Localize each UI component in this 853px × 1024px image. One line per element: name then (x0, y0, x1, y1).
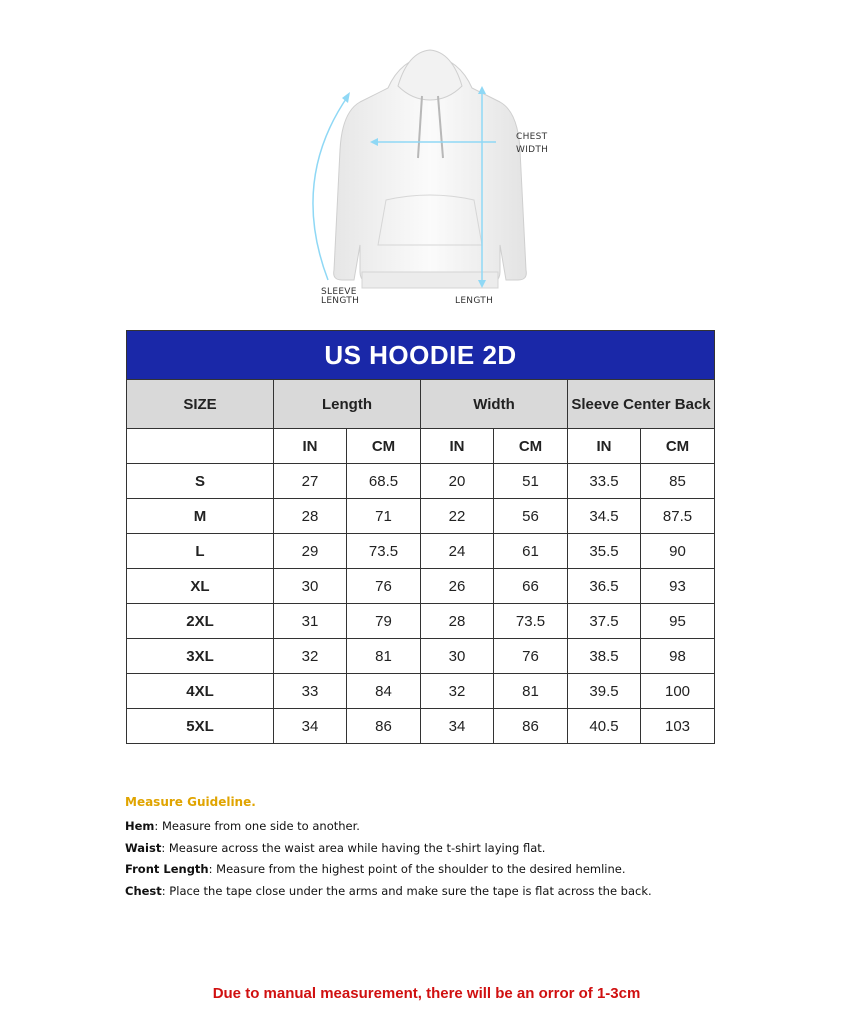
value-cell: 73.5 (494, 604, 568, 639)
unit-cell: CM (494, 429, 568, 464)
sleeve-length-label: SLEEVE LENGTH (321, 287, 360, 306)
value-cell: 40.5 (568, 709, 641, 744)
size-chart-table (126, 330, 715, 744)
value-cell: 100 (641, 674, 715, 709)
value-cell: 86 (347, 709, 421, 744)
value-cell: 95 (641, 604, 715, 639)
guideline-text: : Measure across the waist area while having the t-shirt laying flat. (161, 840, 546, 855)
value-cell: 38.5 (568, 639, 641, 674)
table-title: US HOODIE 2D (127, 331, 715, 380)
value-cell: 34 (421, 709, 494, 744)
value-cell: 37.5 (568, 604, 641, 639)
header-size: SIZE (127, 380, 274, 429)
value-cell: 98 (641, 639, 715, 674)
value-cell: 31 (274, 604, 347, 639)
guideline-term: Front Length (125, 862, 209, 876)
header-width: Width (421, 380, 568, 429)
value-cell: 22 (421, 499, 494, 534)
value-cell: 79 (347, 604, 421, 639)
value-cell: 33 (274, 674, 347, 709)
value-cell: 86 (494, 709, 568, 744)
value-cell: 30 (274, 569, 347, 604)
size-cell: S (127, 464, 274, 499)
table-row (127, 534, 715, 569)
guideline-item (125, 859, 775, 881)
header-row (127, 380, 715, 429)
table-row (127, 709, 715, 744)
header-length: Length (274, 380, 421, 429)
value-cell: 76 (494, 639, 568, 674)
value-cell: 34 (274, 709, 347, 744)
value-cell: 66 (494, 569, 568, 604)
value-cell: 24 (421, 534, 494, 569)
value-cell: 103 (641, 709, 715, 744)
guideline-item (125, 838, 775, 860)
size-cell: 2XL (127, 604, 274, 639)
value-cell: 32 (421, 674, 494, 709)
guideline-item (125, 816, 775, 838)
guideline-title: Measure Guideline. (125, 795, 256, 809)
size-cell: L (127, 534, 274, 569)
guideline-term: Chest (125, 883, 162, 898)
table-row (127, 464, 715, 499)
value-cell: 28 (274, 499, 347, 534)
guideline-term: Waist (125, 840, 162, 855)
value-cell: 71 (347, 499, 421, 534)
value-cell: 90 (641, 534, 715, 569)
measure-guideline (125, 795, 775, 902)
value-cell: 93 (641, 569, 715, 604)
table-row (127, 674, 715, 709)
size-cell: 3XL (127, 639, 274, 674)
hoodie-illustration (300, 40, 560, 320)
header-sleeve-center-back: Sleeve Center Back (568, 380, 715, 429)
value-cell: 28 (421, 604, 494, 639)
size-cell: 4XL (127, 674, 274, 709)
guideline-item (125, 881, 775, 903)
value-cell: 33.5 (568, 464, 641, 499)
value-cell: 85 (641, 464, 715, 499)
length-label: LENGTH (455, 296, 494, 306)
size-cell: M (127, 499, 274, 534)
hoodie-figure (300, 40, 560, 320)
table-body (127, 464, 715, 744)
guideline-term: Hem (125, 819, 155, 833)
value-cell: 87.5 (641, 499, 715, 534)
value-cell: 29 (274, 534, 347, 569)
value-cell: 20 (421, 464, 494, 499)
value-cell: 36.5 (568, 569, 641, 604)
value-cell: 81 (494, 674, 568, 709)
unit-cell: CM (347, 429, 421, 464)
unit-cell: IN (421, 429, 494, 464)
value-cell: 81 (347, 639, 421, 674)
value-cell: 32 (274, 639, 347, 674)
size-cell: 5XL (127, 709, 274, 744)
guideline-list (125, 816, 775, 902)
value-cell: 61 (494, 534, 568, 569)
table-row (127, 569, 715, 604)
table-row (127, 499, 715, 534)
size-cell: XL (127, 569, 274, 604)
table-row (127, 604, 715, 639)
unit-row (127, 429, 715, 464)
value-cell: 84 (347, 674, 421, 709)
value-cell: 73.5 (347, 534, 421, 569)
unit-blank (127, 429, 274, 464)
value-cell: 39.5 (568, 674, 641, 709)
value-cell: 34.5 (568, 499, 641, 534)
guideline-text: : Place the tape close under the arms and make sure the tape is flat across the back. (161, 883, 652, 898)
value-cell: 76 (347, 569, 421, 604)
guideline-text: : Measure from the highest point of the shoulder to the desired hemline. (208, 862, 626, 876)
guideline-text: : Measure from one side to another. (154, 819, 360, 833)
table-row (127, 639, 715, 674)
value-cell: 26 (421, 569, 494, 604)
unit-cell: CM (641, 429, 715, 464)
unit-cell: IN (274, 429, 347, 464)
value-cell: 56 (494, 499, 568, 534)
value-cell: 30 (421, 639, 494, 674)
disclaimer-text: Due to manual measurement, there will be an orror of 1-3cm (212, 985, 641, 1002)
value-cell: 51 (494, 464, 568, 499)
chest-width-label: CHEST WIDTH (516, 132, 549, 155)
value-cell: 35.5 (568, 534, 641, 569)
value-cell: 68.5 (347, 464, 421, 499)
value-cell: 27 (274, 464, 347, 499)
unit-cell: IN (568, 429, 641, 464)
